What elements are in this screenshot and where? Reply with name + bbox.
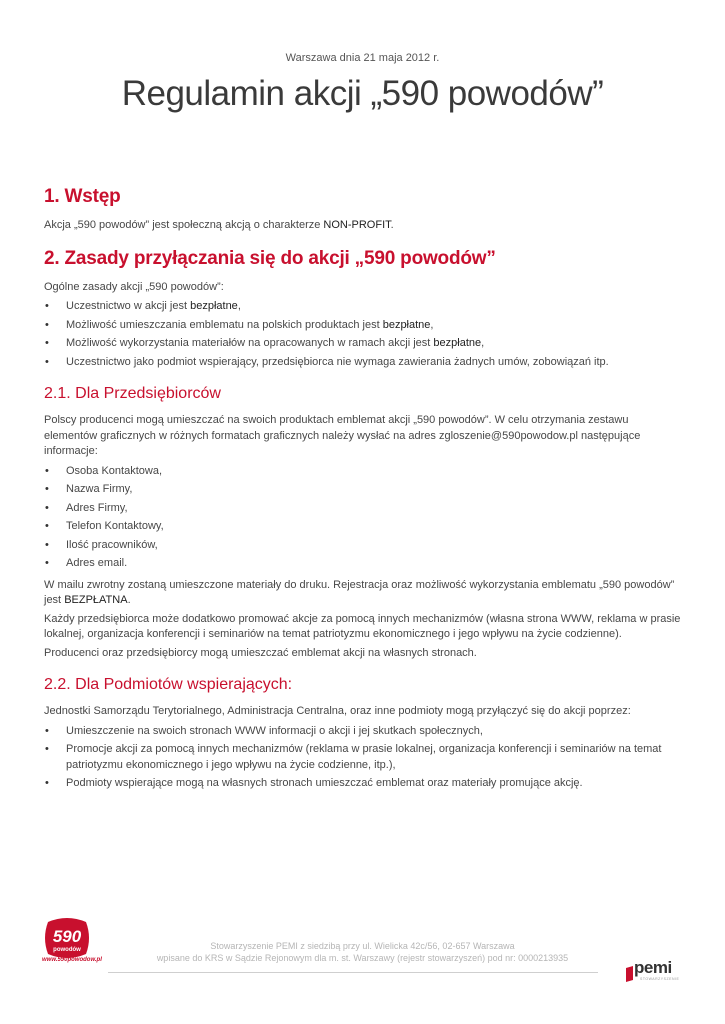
list-item [44,336,684,352]
footer-divider [108,972,598,973]
list-item-emph: bezpłatne [382,318,431,331]
section-2-1-paragraph-3: Producenci oraz przedsiębiorcy mogą umieszczać emblemat akcji na własnych stronach. [44,646,477,659]
list-item: • Adres email. [44,556,684,572]
list-item-emph: bezpłatne [190,300,238,312]
list-item: • Telefon Kontaktowy, [44,519,684,535]
footer-address [0,940,725,964]
campaign-logo-url: www.590powodow.pl [42,957,102,963]
footer-line-2: wpisane do KRS w Sądzie Rejonowym dla m. st. Warszawy (rejestr stowarzyszeń) pod nr: 0000213935 [156,953,569,963]
section-1-text [44,218,684,234]
list-item: • Adres Firmy, [44,501,684,517]
list-item [44,355,684,371]
section-2-1-heading: 2.1. Dla Przedsiębiorców [44,385,221,402]
list-item: • Umieszczenie na swoich stronach WWW informacji o akcji i jej skutkach społecznych, [44,724,684,740]
list-item-prefix: Uczestnictwo w akcji jest [66,300,191,312]
pemi-logo: pemi [634,958,672,977]
list-item-emph: bezpłatne [433,337,482,349]
list-item: • Ilość pracowników, [44,538,684,554]
paragraph-emph: BEZPŁATNA [64,594,128,606]
document-body [44,186,684,798]
list-item-prefix: Możliwość umieszczania emblematu na polskich produktach jest [66,318,383,331]
section-1-text-emph: NON-PROFIT [323,219,391,231]
section-2-2-intro: Jednostki Samorządu Terytorialnego, Administracja Centralna, oraz inne podmioty mogą przyłączyć się do akcji poprzez: [44,705,631,717]
date-line: Warszawa dnia 21 maja 2012 r. [285,52,440,64]
section-2-1-paragraph-1 [44,578,684,609]
paragraph-suffix: . [127,594,131,606]
pemi-logo-subtitle: STOWARZYSZENIE [640,977,680,981]
section-2-2-list [44,724,684,792]
section-1-text-prefix: Akcja „590 powodów” jest społeczną akcją o charakterze [44,219,324,231]
section-2-intro: Ogólne zasady akcji „590 powodów”: [44,280,224,293]
paragraph-prefix: W mailu zwrotny zostaną umieszczone materiały do druku. Rejestracja oraz możliwość wykorzystania emblematu „590 powodów” jest [44,578,675,606]
list-item-prefix: Możliwość wykorzystania materiałów na opracowanych w ramach akcji jest [66,337,434,349]
list-item: • Promocje akcji za pomocą innych mechanizmów (reklama w prasie lokalnej, organizacja konferencji i seminariów na temat patriotyzmu ekonomicznego i jego wpływu na życie codzienne, itp.), [44,742,684,773]
section-2-1-intro: Polscy producenci mogą umieszczać na swoich produktach emblemat akcji „590 powodów”. W celu otrzymania zestawu elementów graficznych w różnych formatach graficznych należy wysłać na adres zgloszenie@590powodow.pl następujące informacje: [44,414,641,457]
list-item [44,299,684,315]
list-item: • Podmioty wspierające mogą na własnych stronach umieszczać emblemat oraz materiały promujące akcję. [44,776,684,792]
section-2-list [44,299,684,370]
campaign-logo-number: 590 [52,927,82,946]
section-2-2-heading: 2.2. Dla Podmiotów wspierających: [44,676,293,693]
list-item [44,318,684,334]
section-1-text-suffix: . [390,219,394,231]
list-item: • Osoba Kontaktowa, [44,464,684,480]
list-item-suffix: , [430,318,434,331]
section-1-heading: 1. Wstęp [44,186,121,207]
list-item-prefix: Uczestnictwo jako podmiot wspierający, przedsiębiorca nie wymaga zawierania żadnych umów, zobowiązań itp. [66,355,609,368]
section-2-1-list [44,464,684,572]
list-item-suffix: , [237,300,241,312]
footer-line-1: Stowarzyszenie PEMI z siedzibą przy ul. Wielicka 42c/56, 02-657 Warszawa [210,941,515,951]
section-2-1-paragraph-2: Każdy przedsiębiorca może dodatkowo promować akcje za pomocą innych mechanizmów (własna strona WWW, reklama w prasie lokalnej, organizacja konferencji i seminariów na temat patriotyzmu ekonomicznego i jego wpływu na życie codzienne). [44,612,681,640]
list-item-suffix: , [481,337,485,349]
section-2-heading: 2. Zasady przyłączania się do akcji „590 powodów” [44,247,496,269]
campaign-logo-word: powodów [53,947,81,953]
list-item: • Nazwa Firmy, [44,482,684,498]
page-title: Regulamin akcji „590 powodów” [121,74,604,113]
